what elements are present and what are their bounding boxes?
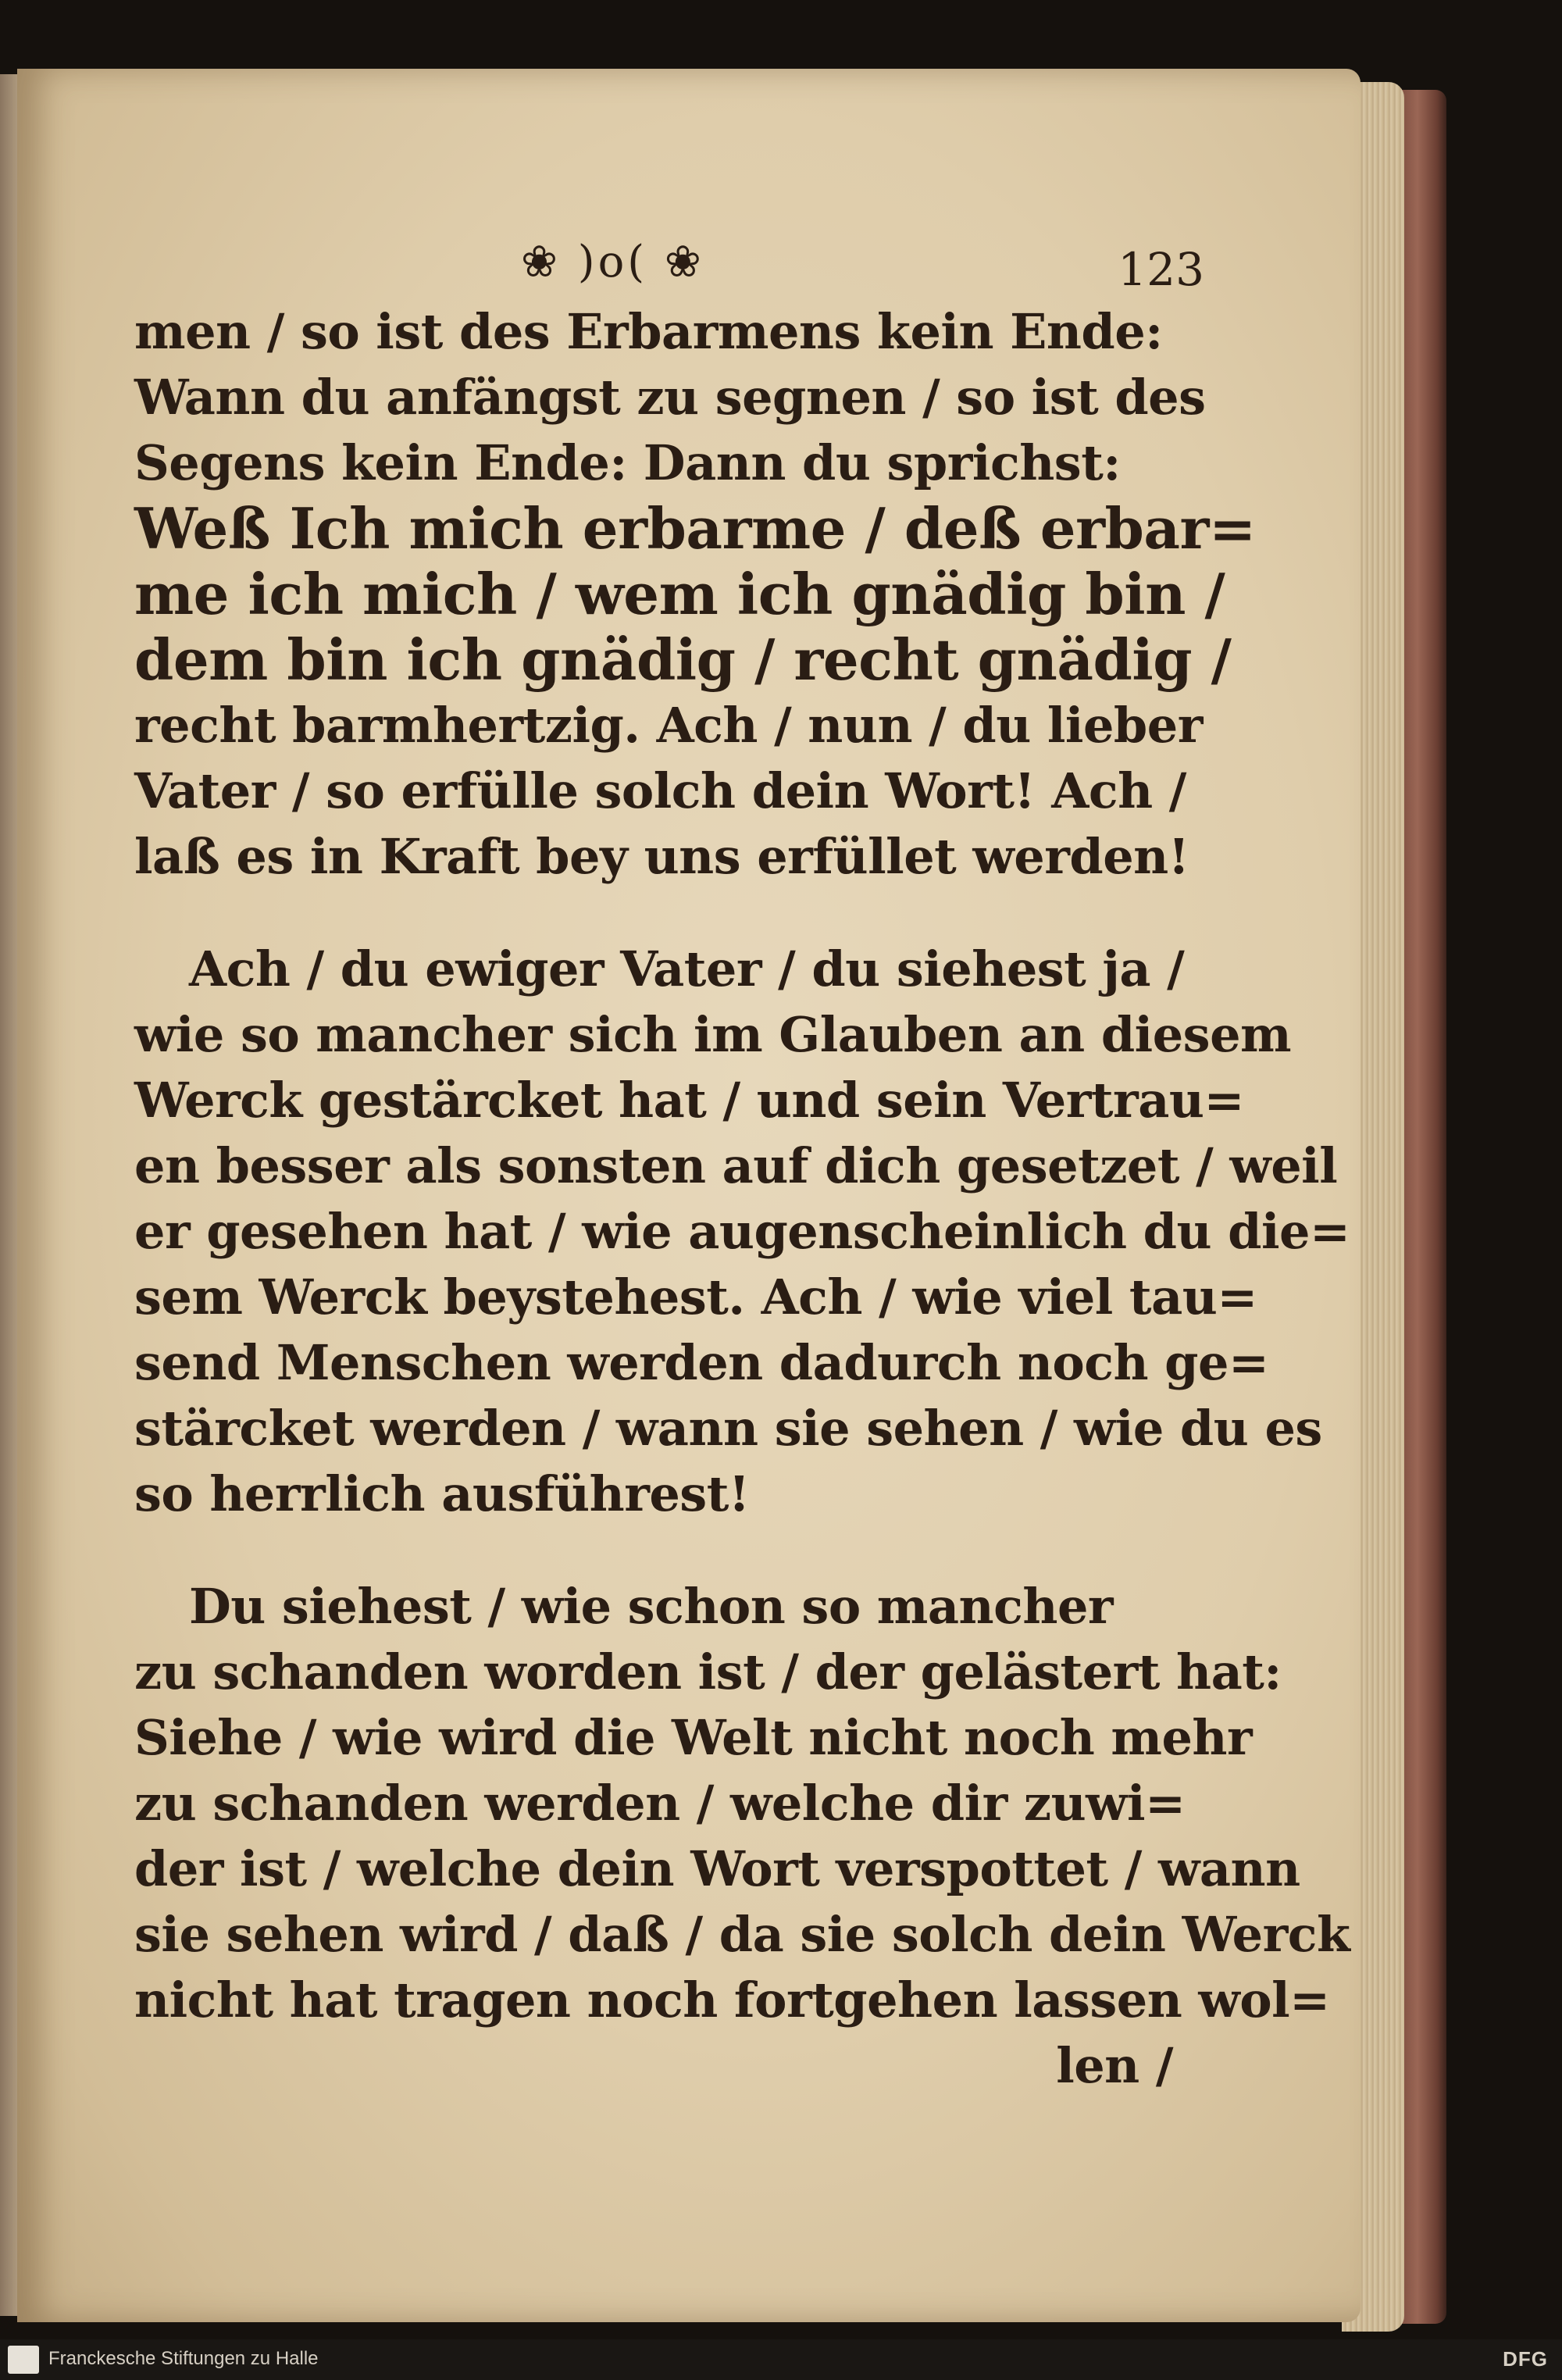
page-number: 123 (1118, 243, 1204, 296)
text-line: Wann du anfängst zu segnen / so ist des (134, 369, 1206, 426)
text-line: laß es in Kraft bey uns erfüllet werden! (134, 828, 1189, 885)
viewer-footer (0, 2339, 1562, 2380)
text-line: Siehe / wie wird die Welt nicht noch mehr (134, 1709, 1253, 1766)
page-content (134, 237, 1350, 2099)
text-line: dem bin ich gnädig / recht gnädig / (134, 626, 1232, 693)
text-line: der ist / welche dein Wort verspottet / wann (134, 1840, 1300, 1897)
funder-logo: DFG (1503, 2347, 1548, 2371)
text-line: zu schanden worden ist / der gelästert hat: (134, 1643, 1282, 1700)
running-head-ornament: ❀ )o( ❀ (521, 237, 704, 287)
text-line: er gesehen hat / wie augenscheinlich du die= (134, 1203, 1350, 1260)
text-line: so herrlich ausführest! (134, 1465, 750, 1522)
text-line: Ach / du ewiger Vater / du siehest ja / (189, 940, 1185, 997)
paragraph-gap (134, 890, 1173, 937)
text-line: Vater / so erfülle solch dein Wort! Ach / (134, 762, 1186, 819)
paragraph-2 (134, 937, 1350, 1527)
text-line: Segens kein Ende: Dann du sprichst: (134, 434, 1121, 491)
running-head (134, 237, 1204, 299)
catchword: len / (1056, 2037, 1173, 2094)
text-line: men / so ist des Erbarmens kein Ende: (134, 303, 1163, 360)
text-line: en besser als sonsten auf dich gesetzet / weil (134, 1137, 1338, 1194)
institution-name: Franckesche Stiftungen zu Halle (48, 2348, 319, 2369)
text-line: recht barmhertzig. Ach / nun / du lieber (134, 697, 1203, 754)
book-page (17, 69, 1361, 2322)
text-line: sie sehen wird / daß / da sie solch dein Werck (134, 1906, 1350, 1963)
text-line: send Menschen werden dadurch noch ge= (134, 1334, 1269, 1391)
text-line: sem Werck beystehest. Ach / wie viel tau= (134, 1269, 1257, 1326)
text-line: stärcket werden / wann sie sehen / wie du es (134, 1400, 1322, 1457)
paragraph-3 (134, 1574, 1350, 2099)
paragraph-1 (134, 299, 1256, 890)
text-line: Werck gestärcket hat / und sein Vertrau= (134, 1072, 1244, 1129)
text-line: me ich mich / wem ich gnädig bin / (134, 561, 1225, 627)
text-line: wie so mancher sich im Glauben an diesem (134, 1006, 1292, 1063)
text-line: zu schanden werden / welche dir zuwi= (134, 1775, 1186, 1832)
text-line: nicht hat tragen noch fortgehen lassen wol= (134, 1971, 1330, 2029)
institution-logo-icon (8, 2346, 39, 2374)
text-line: Du siehest / wie schon so mancher (189, 1578, 1114, 1635)
paragraph-gap (134, 1527, 1173, 1574)
book-cover-edge (1398, 90, 1446, 2324)
text-line: Weß Ich mich erbarme / deß erbar= (134, 495, 1256, 562)
